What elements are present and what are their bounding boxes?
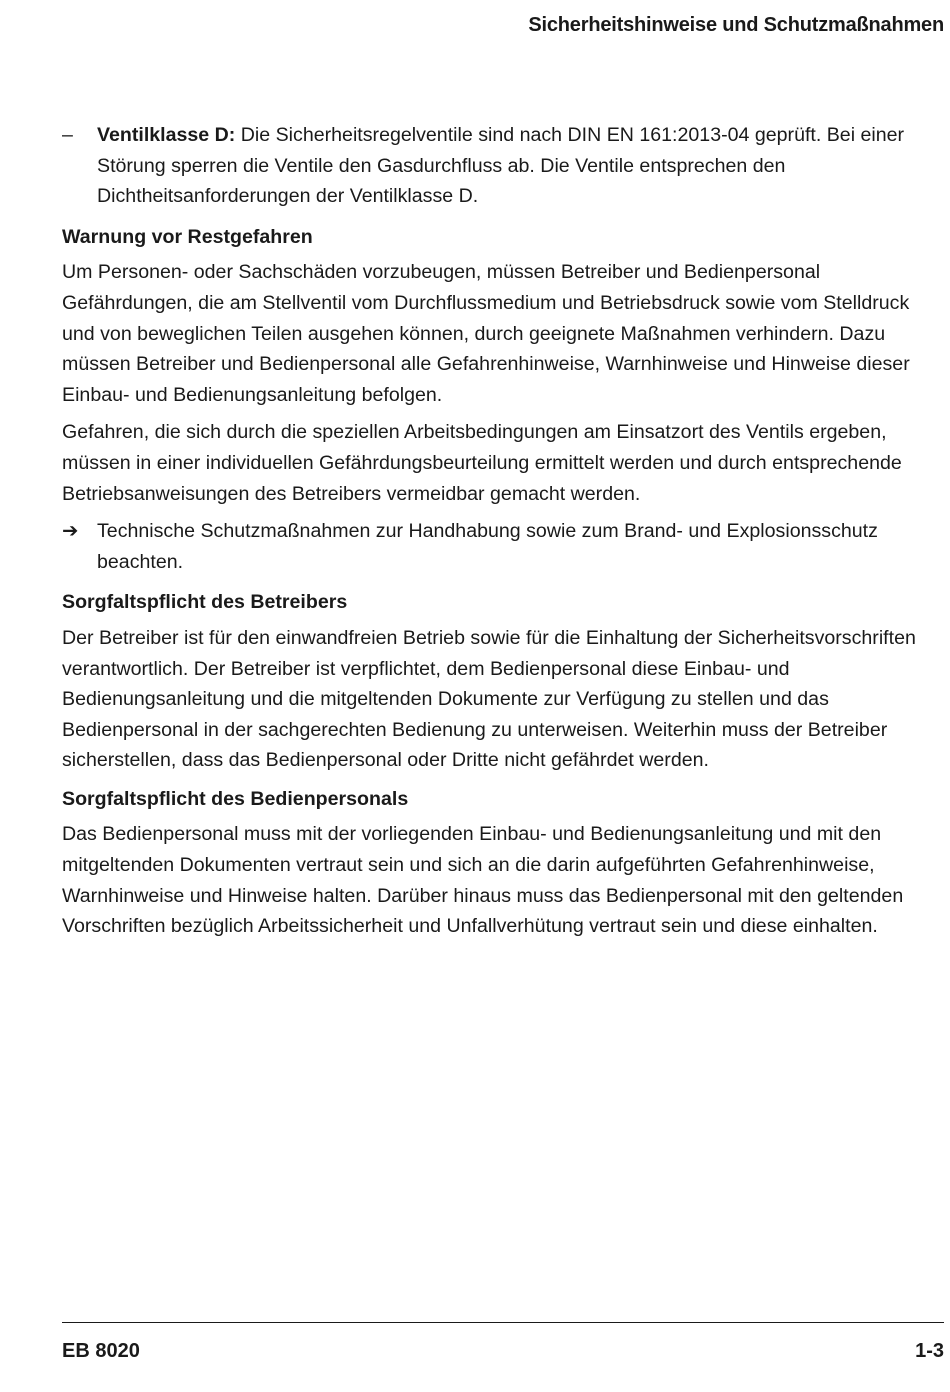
valve-class-item xyxy=(62,120,942,212)
residual-hazards-section xyxy=(62,222,942,578)
protective-measures-text: Technische Schutzmaßnahmen zur Handhabung sowie zum Brand- und Explosionsschutz beachten. xyxy=(97,520,878,573)
residual-hazards-paragraph-1: Um Personen- oder Sachschäden vorzubeugen, müssen Betreiber und Bedienpersonal Gefährdungen, die am Stellventil vom Durchflussmedium und Betriebsdruck sowie vom Stelldruck und von beweglichen Teilen ausgehen können, durch geeignete Maßnahmen verhindern. Dazu müssen Betreiber und Bedienpersonal alle Gefahrenhinweise, Warnhinweise und Hinweise dieser Einbau- und Bedienungsanleitung befolgen. xyxy=(62,261,910,406)
residual-hazards-paragraph-2: Gefahren, die sich durch die speziellen Arbeitsbedingungen am Einsatzort des Ventils ergeben, müssen in einer individuellen Gefährdungsbeurteilung ermittelt werden und durch entsprechende Betriebsanweisungen des Betreibers vermeidbar gemacht werden. xyxy=(62,421,902,505)
dash-bullet: – xyxy=(62,124,73,146)
footer-page-number: 1-3 xyxy=(915,1340,944,1362)
footer-document-id: EB 8020 xyxy=(62,1340,140,1362)
personnel-duty-heading: Sorgfaltspflicht des Bedienpersonals xyxy=(62,787,409,810)
footer-divider xyxy=(62,1322,944,1323)
operator-duty-heading: Sorgfaltspflicht des Betreibers xyxy=(62,591,348,614)
operator-duty-section xyxy=(62,587,942,776)
residual-hazards-heading: Warnung vor Restgefahren xyxy=(62,225,313,248)
valve-class-text: Die Sicherheitsregelventile sind nach DIN EN 161:2013-04 geprüft. Bei einer Störung sperren die Ventile den Gasdurchfluss ab. Die Ventile entsprechen den Dichtheitsanforderungen der Ventilklasse D. xyxy=(97,124,905,208)
personnel-duty-section xyxy=(62,784,942,942)
arrow-right-icon: ➔ xyxy=(62,520,79,543)
page-header-title: Sicherheitshinweise und Schutzmaßnahmen xyxy=(528,14,944,36)
valve-class-lead: Ventilklasse D: xyxy=(97,124,236,146)
operator-duty-paragraph: Der Betreiber ist für den einwandfreien Betrieb sowie für die Einhaltung der Sicherheitsvorschriften verantwortlich. Der Betreiber ist verpflichtet, dem Bedienpersonal diese Einbau- und Bedienungsanleitung und die mitgeltenden Dokumente zur Verfügung zu stellen und das Bedienpersonal in der sachgerechten Bedienung zu unterweisen. Weiterhin muss der Betreiber sicherstellen, dass das Bedienpersonal oder Dritte nicht gefährdet werden. xyxy=(62,626,916,772)
document-body xyxy=(62,120,942,950)
protective-measures-action xyxy=(62,516,942,577)
personnel-duty-paragraph: Das Bedienpersonal muss mit der vorliegenden Einbau- und Bedienungsanleitung und mit den mitgeltenden Dokumenten vertraut sein und sich an die darin aufgeführten Gefahrenhinweise, Warnhinweise und Hinweise halten. Darüber hinaus muss das Bedienpersonal mit den geltenden Vorschriften bezüglich Arbeitssicherheit und Unfallverhütung vertraut sein und diese einhalten. xyxy=(62,823,904,938)
